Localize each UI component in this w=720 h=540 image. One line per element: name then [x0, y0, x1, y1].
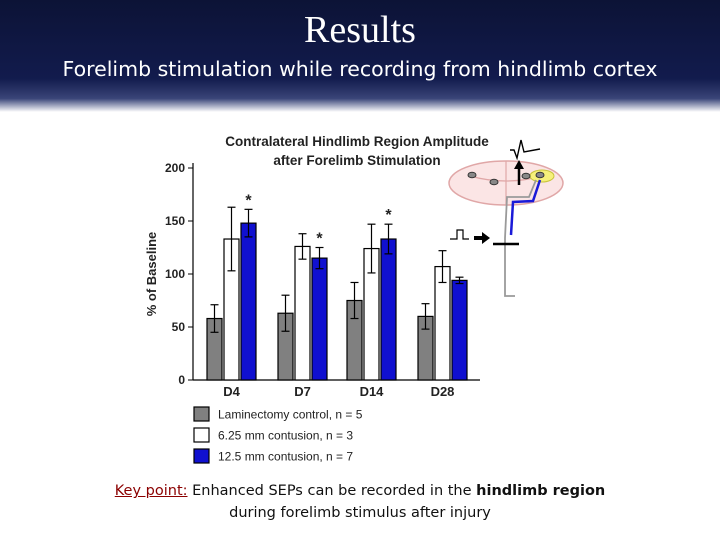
- y-tick-label: 0: [178, 373, 185, 387]
- electrode-site: [490, 179, 498, 185]
- stimulus-pulse: [450, 230, 469, 239]
- electrode-site: [468, 172, 476, 178]
- bar-chart: [144, 134, 489, 464]
- significance-marker: *: [245, 192, 252, 210]
- stimulus-arrow-icon: [474, 232, 490, 244]
- key-point-label: Key point:: [114, 483, 188, 499]
- x-tick-label: D14: [359, 384, 384, 399]
- x-tick-label: D4: [223, 384, 240, 399]
- electrode-site: [522, 173, 530, 179]
- y-tick-label: 200: [164, 161, 185, 175]
- significance-marker: *: [316, 230, 323, 248]
- bar: [381, 239, 396, 380]
- caption-line-2: during forelimb stimulus after injury: [229, 505, 491, 521]
- chart-subtitle: after Forelimb Stimulation: [273, 153, 441, 168]
- x-tick-label: D28: [430, 384, 455, 399]
- title-banner: [0, 0, 720, 112]
- caption-line-1: [0, 480, 720, 502]
- caption-text: Enhanced SEPs can be recorded in the: [187, 483, 477, 499]
- chart-title: Contralateral Hindlimb Region Amplitude: [225, 134, 489, 149]
- legend-label: 12.5 mm contusion, n = 7: [218, 449, 354, 464]
- legend-swatch: [194, 449, 209, 463]
- x-tick-label: D7: [294, 384, 311, 399]
- bar: [435, 267, 450, 380]
- caption-emphasis: hindlimb region: [476, 483, 606, 499]
- bar: [295, 246, 310, 380]
- bar: [452, 280, 467, 380]
- recording-schematic: [449, 140, 563, 296]
- legend-label: Laminectomy control, n = 5: [218, 407, 363, 422]
- legend-swatch: [194, 428, 209, 442]
- legend-label: 6.25 mm contusion, n = 3: [218, 428, 354, 443]
- sep-trace: [510, 140, 540, 158]
- slide-title: Results: [304, 9, 416, 51]
- y-tick-label: 100: [164, 267, 185, 281]
- y-tick-label: 50: [171, 320, 185, 334]
- results-figure: [0, 120, 720, 470]
- slide-subtitle: Forelimb stimulation while recording from hindlimb cortex: [62, 57, 658, 81]
- bar: [241, 223, 256, 380]
- y-tick-label: 150: [164, 214, 185, 228]
- legend-swatch: [194, 407, 209, 421]
- y-axis-label: % of Baseline: [144, 231, 159, 317]
- electrode-site: [536, 172, 544, 178]
- bar: [312, 258, 327, 380]
- key-point-caption: [0, 480, 720, 524]
- significance-marker: *: [385, 207, 392, 225]
